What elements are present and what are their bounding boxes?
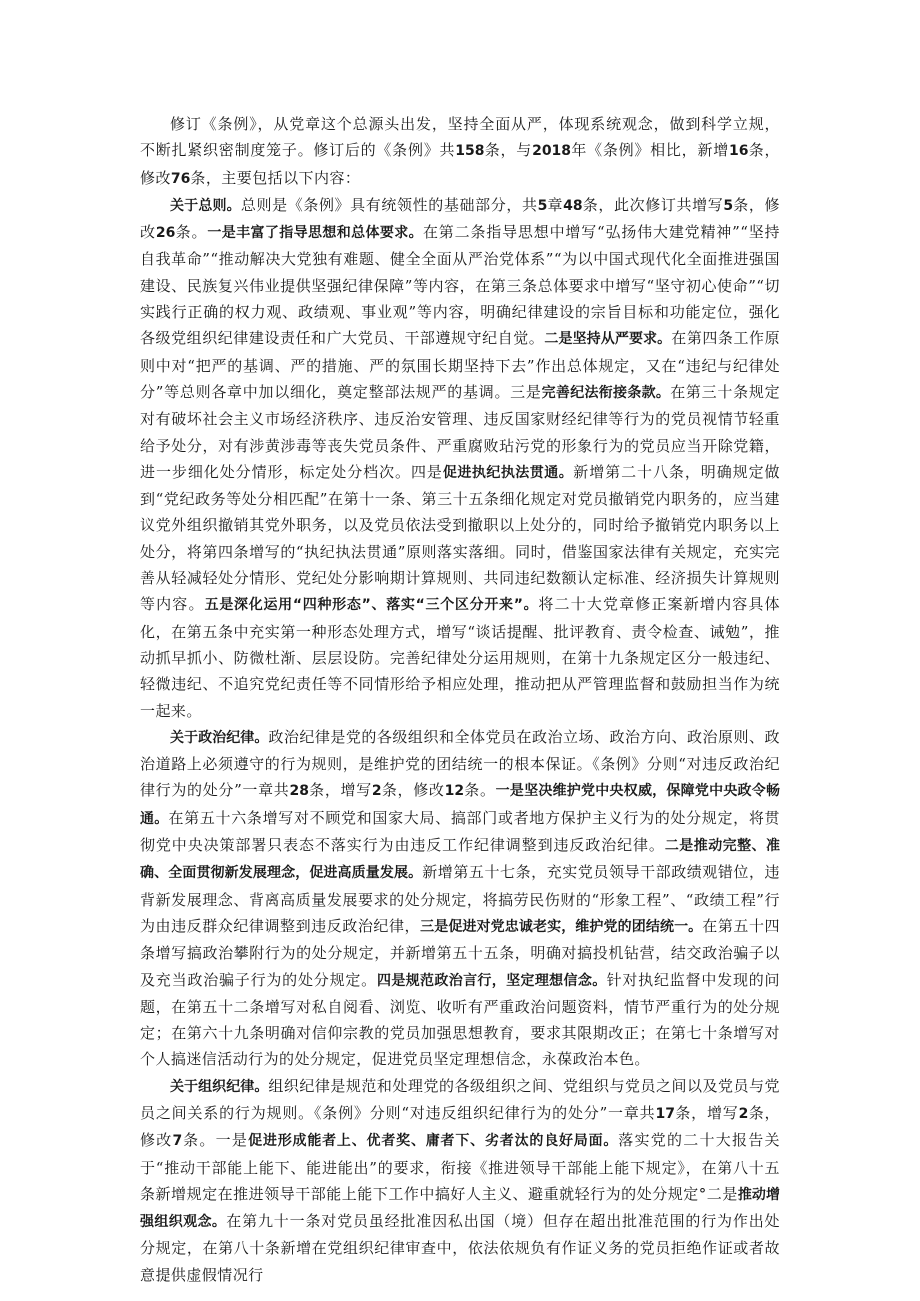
bold-run: 一是丰富了指导思想和总体要求。 (207, 225, 423, 242)
bold-run: 28 (289, 783, 309, 800)
paragraph-political-discipline (140, 724, 780, 1073)
bold-run: 17 (655, 1105, 675, 1122)
bold-run: 16 (728, 143, 749, 160)
text-run: 年《条例》相比，新增 (571, 141, 729, 160)
bold-run: 7 (172, 1133, 183, 1150)
text-run: 在第五十六条增写对不顾党和国家大局、搞部门或者地方保护主义行为的处分规定，将贯彻党中央决策部署只表态不落实行为由违反工作纪律调整到违反政治纪律。 (140, 808, 781, 855)
bold-run: 5 (537, 197, 548, 214)
text-run: 组织纪律是规范和处理党的各级组织之间、党组织与党员之间以及党员与党员之间关系的行为规则。《条例》分则“对违反组织纪律行为的处分”一章共 (140, 1076, 781, 1122)
text-run: 在第九十一条对党员虽经批准因私出国（境）但存在超出批准范围的行为作出处分规定，在第八十条新增在党组织纪律审查中，依法依规负有作证义务的党员拒绝作证或者故意提供虚假情况行 (140, 1212, 780, 1284)
bold-run: 三是促进对党忠诚老实，维护党的团结统一。 (420, 918, 703, 935)
text-run: 针对执纪监督中发现的问题，在第五十二条增写对私自阅看、浏览、收听有严重政治问题资料，情节严重行为的处分规定；在第六十九条明确对信仰宗教的党员加强思想教育，要求其限期改正；在第七十条增写对个人搞迷信活动行为的处分规定，促进党员坚定理想信念，永葆政治本色。 (140, 970, 780, 1069)
paragraph-organizational-discipline (140, 1073, 780, 1288)
bold-run: 48 (563, 197, 583, 214)
text-run: 条。一是 (182, 1131, 249, 1150)
text-run: 新增第二十八条，明确规定做到“党纪政务等处分相匹配”在第十一条、第三十五条细化规定对党员撤销党内职务的，应当建议党外组织撤销其党外职务，以及党员依法受到撤职以上处分的，同时给予撤销党内职务以上处分，将第四条增写的“执纪执法贯通”原则落实落细。同时，借鉴国家法律有关规定，充实完善从轻减轻处分情形、党纪处分影响期计算规则、共同违纪数额认定标准、经济损失计算规则等内容。 (140, 462, 780, 614)
bold-run: 促进执纪执法贯通。 (442, 464, 574, 481)
bold-run: 二是推动完整、准确、全面贯彻新发展理念，促进高质量发展。 (140, 838, 781, 882)
text-run: 将二十大党章修正案新增内容具体化，在第五条中充实第一种形态处理方式，增写“谈话提醒、批评教育、责令检查、诫勉”，推动抓早抓小、防微杜渐、层层设防。完善纪律处分运用规则，在第十九条规定区分一般违纪、轻微违纪、不追究党纪责任等不同情形给予相应处理，推动把从严管理监督和鼓励担当作为统一起来。 (140, 595, 780, 720)
bold-run: 二是坚持从严要求。 (544, 331, 672, 348)
text-run: 总则是《条例》具有统领性的基础部分，共 (240, 195, 538, 214)
bold-run: 158 (455, 143, 485, 160)
bold-run: 76 (170, 170, 191, 187)
bold-run: 12 (444, 783, 465, 800)
text-run: 条。 (175, 223, 208, 242)
text-run: 在第五十四条增写搞政治攀附行为的处分规定，并新增第五十五条，明确对搞投机钻营，结交政治骗子以及充当政治骗子行为的处分规定。 (140, 916, 780, 989)
bold-run: 关于总则。 (170, 197, 241, 214)
bold-run: 关于组织纪律。 (170, 1078, 269, 1095)
text-run: 新增第五十七条，充实党员领导干部政绩观错位，违背新发展理念、背离高质量发展要求的处分规定，将搞劳民伤财的“形象工程”、“政绩工程”行为由违反群众纪律调整到违反政治纪律， (140, 863, 781, 935)
bold-run: 四是规范政治言行，坚定理想信念。 (376, 972, 607, 989)
bold-run: 2 (738, 1105, 749, 1122)
text-run: 条。 (464, 781, 496, 800)
bold-run: 五是深化运用“四种形态”、落实“三个区分开来”。 (204, 597, 539, 614)
bold-run: 完善纪法衔接条款。 (541, 384, 671, 401)
bold-run: 2018 (532, 143, 572, 160)
text-run: 章 (547, 195, 564, 214)
text-run: 条，修改 (381, 781, 445, 800)
text-run: 修订《条例》，从党章这个总源头出发，坚持全面从严，体现系统观念，做到科学立规，不断扎紧织密制度笼子。修订后的《条例》共 (140, 115, 780, 160)
text-run: 条，主要包括以下内容： (190, 168, 361, 187)
text-run: 在第三十条规定对有破坏社会主义市场经济秩序、违反治安管理、违反国家财经纪律等行为的党员视情节轻重给予处分，对有涉黄涉毒等丧失党员条件、严重腐败玷污党的形象行为的党员应当开除党籍，进一步细化处分情形，标定处分档次。四是 (140, 382, 781, 481)
bold-run: 26 (155, 225, 176, 242)
text-run: 条，增写 (308, 781, 372, 800)
bold-run: 关于政治纪律。 (170, 729, 269, 746)
paragraph-intro (140, 111, 780, 192)
text-run: 条，修改 (140, 141, 780, 187)
bold-run: 促进形成能者上、优者奖、庸者下、劣者汰的良好局面。 (248, 1133, 619, 1150)
bold-run: 一是坚决维护党中央权威，保障党中央政令畅通。 (140, 783, 781, 827)
bold-run: 2 (371, 783, 382, 800)
text-run: 条，修改 (140, 195, 780, 242)
text-run: 条，修改 (140, 1103, 781, 1150)
text-run: 条，增写 (675, 1103, 739, 1122)
paragraph-general-provisions (140, 192, 780, 724)
text-run: 条，与 (484, 141, 533, 160)
text-run: 落实党的二十大报告关于“推动干部能上能下、能进能出”的要求，衔接《推进领导干部能上能下规定》，在第八十五条新增规定在推进领导干部能上能下工作中搞好人主义、避重就轻行为的处分规定°二是 (140, 1131, 780, 1203)
text-run: 在第四条工作原则中对“把严的基调、严的措施、严的氛围长期坚持下去”作出总体规定，又在“违纪与纪律处分”等总则各章中加以细化，奠定整部法规严的基调。三是 (140, 329, 781, 401)
text-run: 政治纪律是党的各级组织和全体党员在政治立场、政治方向、政治原则、政治道路上必须遵守的行为规则，是维护党的团结统一的根本保证。《条例》分则“对违反政治纪律行为的处分”一章共 (140, 727, 781, 800)
text-run: 在第二条指导思想中增写“弘扬伟大建党精神”“坚持自我革命”“推动解决大党独有难题、健全全面从严治党体系”“为以中国式现代化全面推进强国建设、民族复兴伟业提供坚强纪律保障”等内容，在第三条总体要求中增写“坚守初心使命”“切实践行正确的权力观、政绩观、事业观”等内容，明确纪律建设的宗旨目标和功能定位，强化各级党组织纪律建设责任和广大党员、干部遵规守纪自觉。 (140, 223, 781, 348)
bold-run: 5 (723, 197, 734, 214)
text-run: 条，此次修订共增写 (582, 195, 724, 214)
bold-run: 推动增强组织观念。 (140, 1186, 781, 1231)
